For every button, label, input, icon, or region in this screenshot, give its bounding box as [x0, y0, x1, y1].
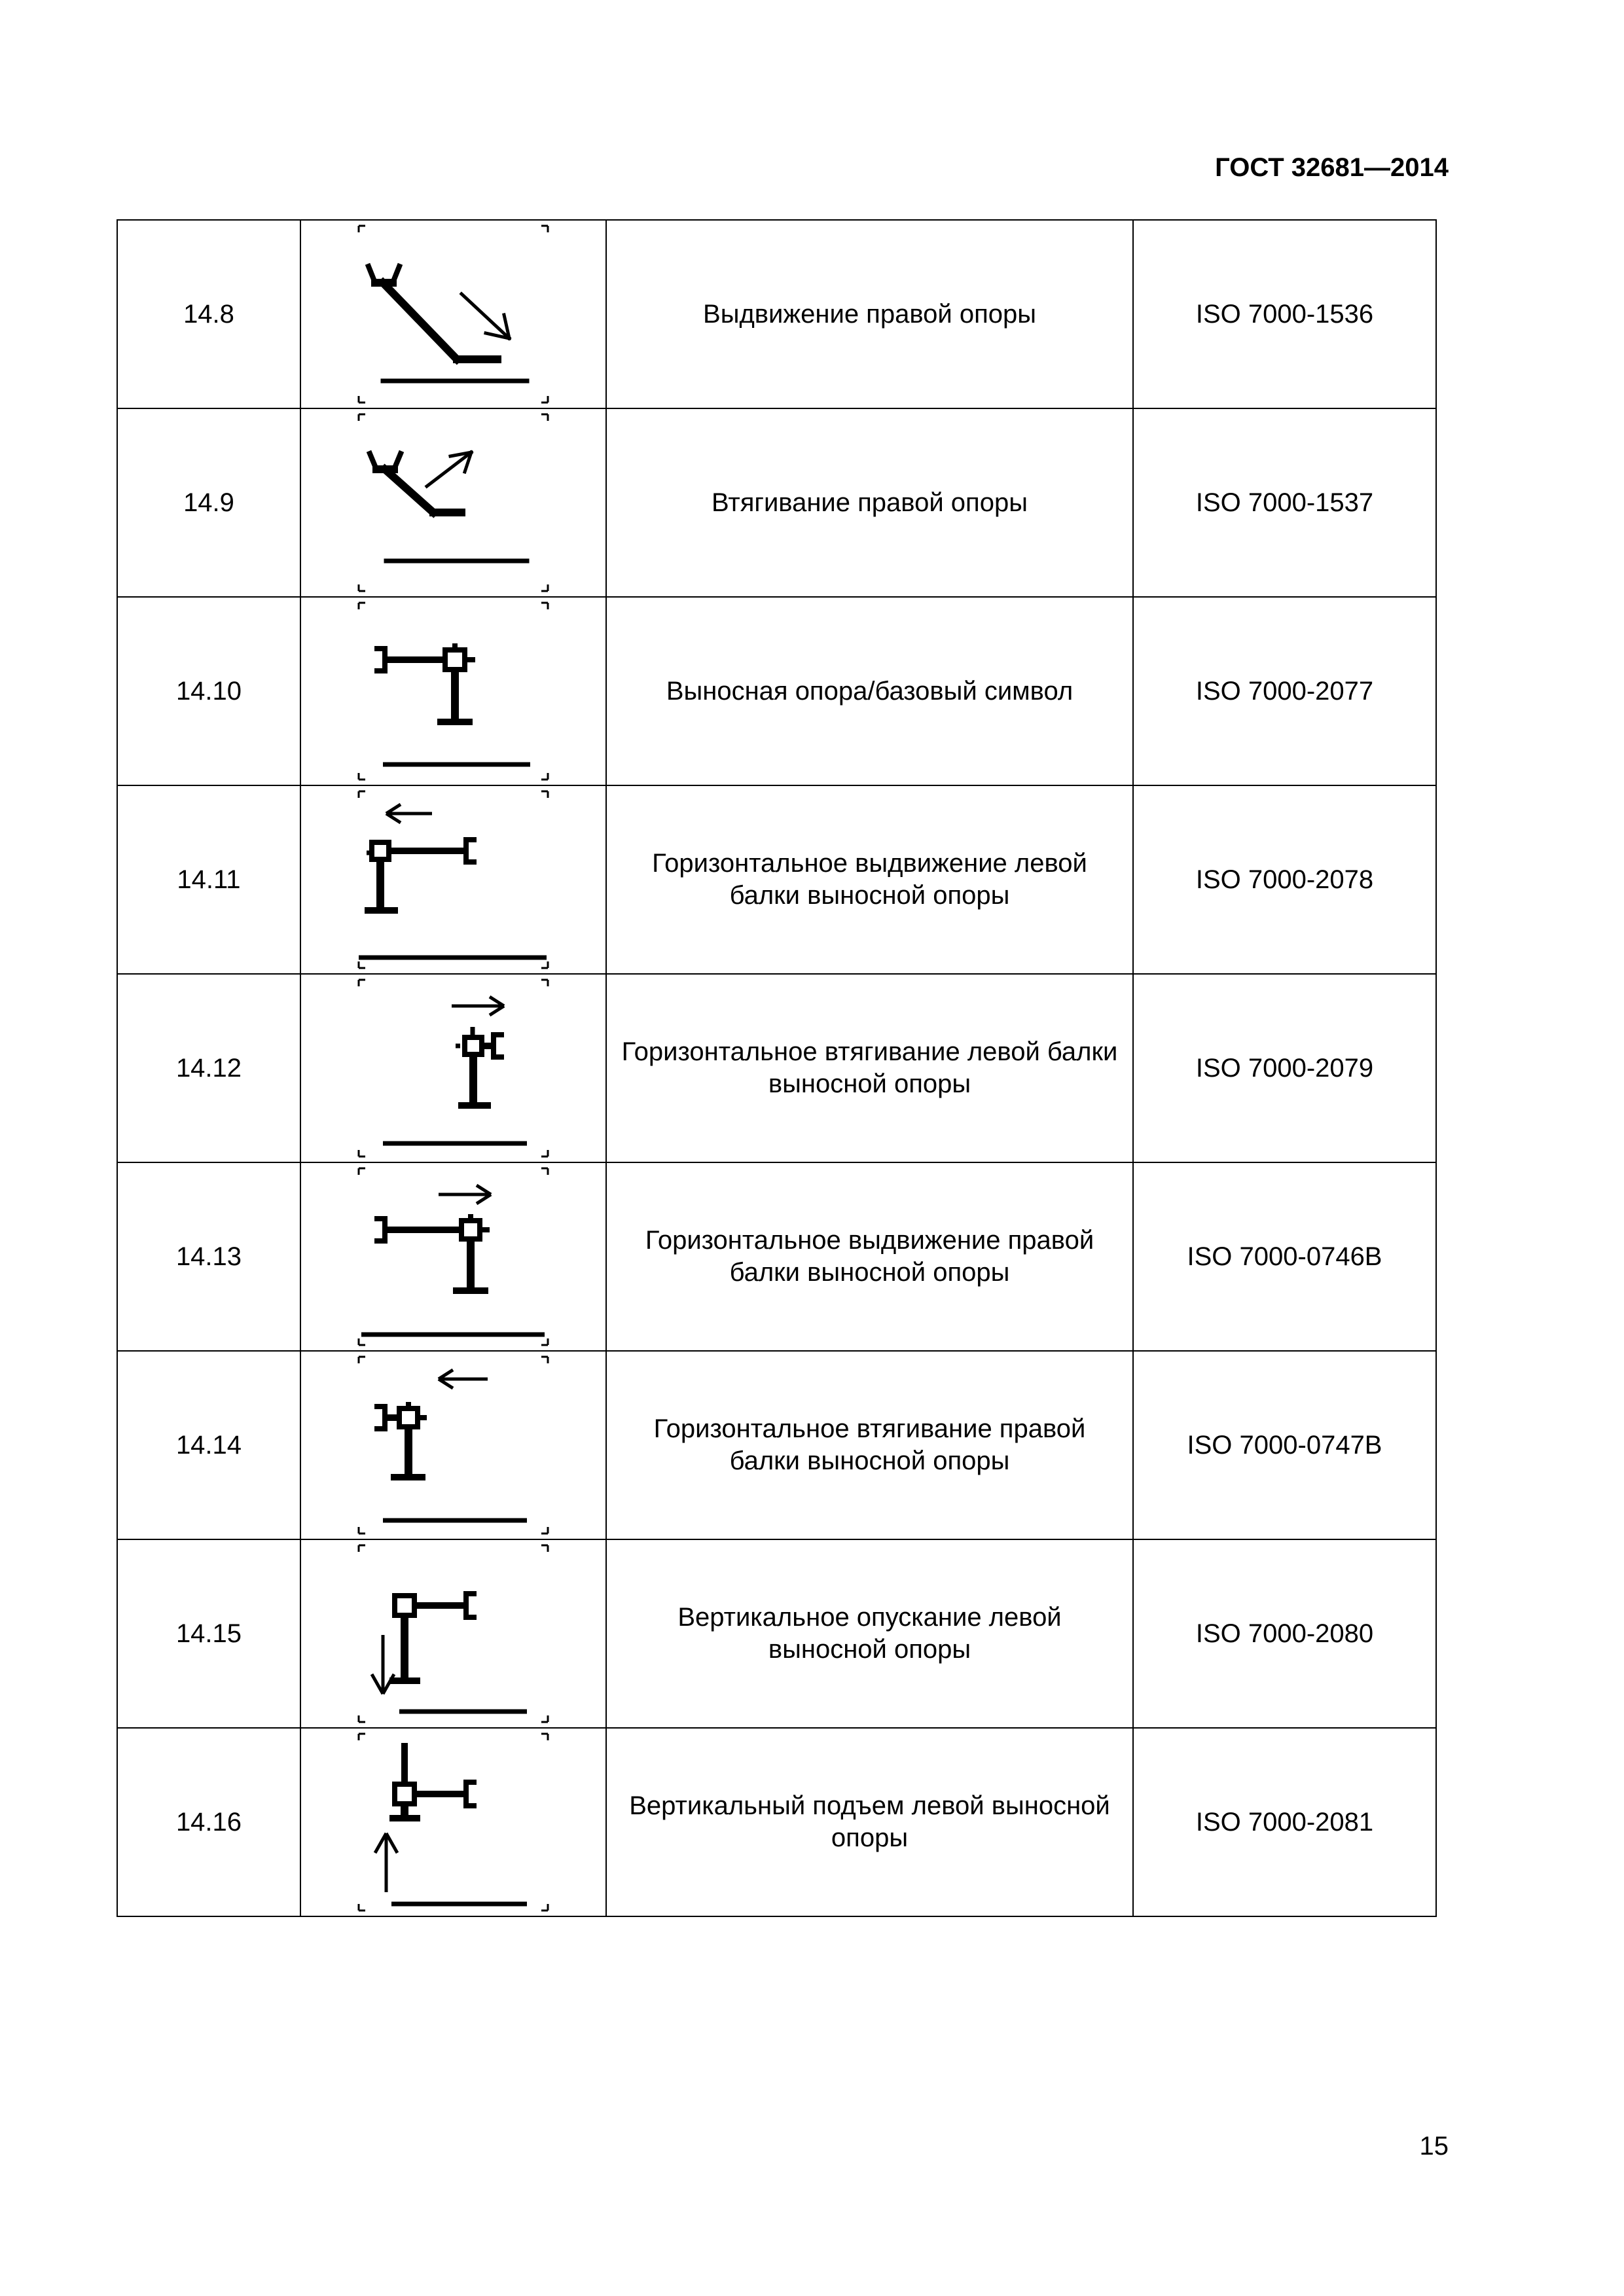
symbol-description: Вертикальный подъем левой выносной опоры: [629, 1791, 1110, 1852]
description-cell: [606, 974, 1133, 1162]
description-cell: [606, 1162, 1133, 1351]
symbol-cell: [300, 597, 606, 785]
left-outrigger-vertical-lower-icon: [301, 1540, 605, 1727]
reference-cell: ISO 7000-2078: [1133, 785, 1436, 974]
symbol-cell: [300, 974, 606, 1162]
row-number: 14.12: [117, 974, 300, 1162]
row-number: 14.10: [117, 597, 300, 785]
left-outrigger-vertical-raise-icon: [301, 1729, 605, 1916]
table-row: [117, 1539, 1436, 1728]
reference-cell: ISO 7000-0747B: [1133, 1351, 1436, 1539]
description-cell: [606, 785, 1133, 974]
symbol-cell: [300, 1162, 606, 1351]
reference-cell: ISO 7000-1536: [1133, 220, 1436, 408]
symbol-cell: [300, 785, 606, 974]
table-row: [117, 1728, 1436, 1916]
table-row: [117, 785, 1436, 974]
reference-cell: ISO 7000-2081: [1133, 1728, 1436, 1916]
symbol-cell: [300, 408, 606, 597]
symbol-cell: [300, 1351, 606, 1539]
left-beam-horizontal-extend-icon: [301, 786, 605, 973]
reference-cell: ISO 7000-2077: [1133, 597, 1436, 785]
document-header: ГОСТ 32681—2014: [1215, 153, 1449, 182]
symbol-description: Выдвижение правой опоры: [703, 299, 1036, 329]
description-cell: [606, 220, 1133, 408]
outrigger-base-icon: [301, 598, 605, 785]
table-row: [117, 220, 1436, 408]
table-row: [117, 1351, 1436, 1539]
reference-cell: ISO 7000-2080: [1133, 1539, 1436, 1728]
row-number: 14.8: [117, 220, 300, 408]
page-number: 15: [1419, 2132, 1449, 2161]
symbol-description: Горизонтальное выдвижение правой балки выносной опоры: [645, 1226, 1094, 1287]
description-cell: [606, 597, 1133, 785]
description-cell: [606, 1351, 1133, 1539]
table-row: [117, 408, 1436, 597]
symbol-cell: [300, 220, 606, 408]
description-cell: [606, 1539, 1133, 1728]
row-number: 14.14: [117, 1351, 300, 1539]
right-beam-horizontal-retract-icon: [301, 1352, 605, 1539]
left-beam-horizontal-retract-icon: [301, 975, 605, 1162]
row-number: 14.16: [117, 1728, 300, 1916]
symbols-table: [117, 219, 1437, 1917]
row-number: 14.13: [117, 1162, 300, 1351]
description-cell: [606, 408, 1133, 597]
table-row: [117, 1162, 1436, 1351]
row-number: 14.11: [117, 785, 300, 974]
table-row: [117, 597, 1436, 785]
reference-cell: ISO 7000-0746B: [1133, 1162, 1436, 1351]
row-number: 14.9: [117, 408, 300, 597]
right-beam-horizontal-extend-icon: [301, 1163, 605, 1350]
symbol-description: Втягивание правой опоры: [712, 488, 1028, 517]
symbol-description: Горизонтальное втягивание правой балки выносной опоры: [653, 1414, 1086, 1475]
reference-cell: ISO 7000-1537: [1133, 408, 1436, 597]
reference-cell: ISO 7000-2079: [1133, 974, 1436, 1162]
outrigger-right-retract-icon: [301, 409, 605, 596]
table-row: [117, 974, 1436, 1162]
symbol-description: Горизонтальное выдвижение левой балки выносной опоры: [652, 849, 1087, 910]
description-cell: [606, 1728, 1133, 1916]
symbol-cell: [300, 1728, 606, 1916]
outrigger-right-extend-icon: [301, 221, 605, 408]
symbol-description: Вертикальное опускание левой выносной опоры: [677, 1603, 1062, 1664]
symbol-description: Выносная опора/базовый символ: [666, 676, 1074, 706]
symbol-cell: [300, 1539, 606, 1728]
symbol-description: Горизонтальное втягивание левой балки выносной опоры: [621, 1037, 1118, 1098]
row-number: 14.15: [117, 1539, 300, 1728]
